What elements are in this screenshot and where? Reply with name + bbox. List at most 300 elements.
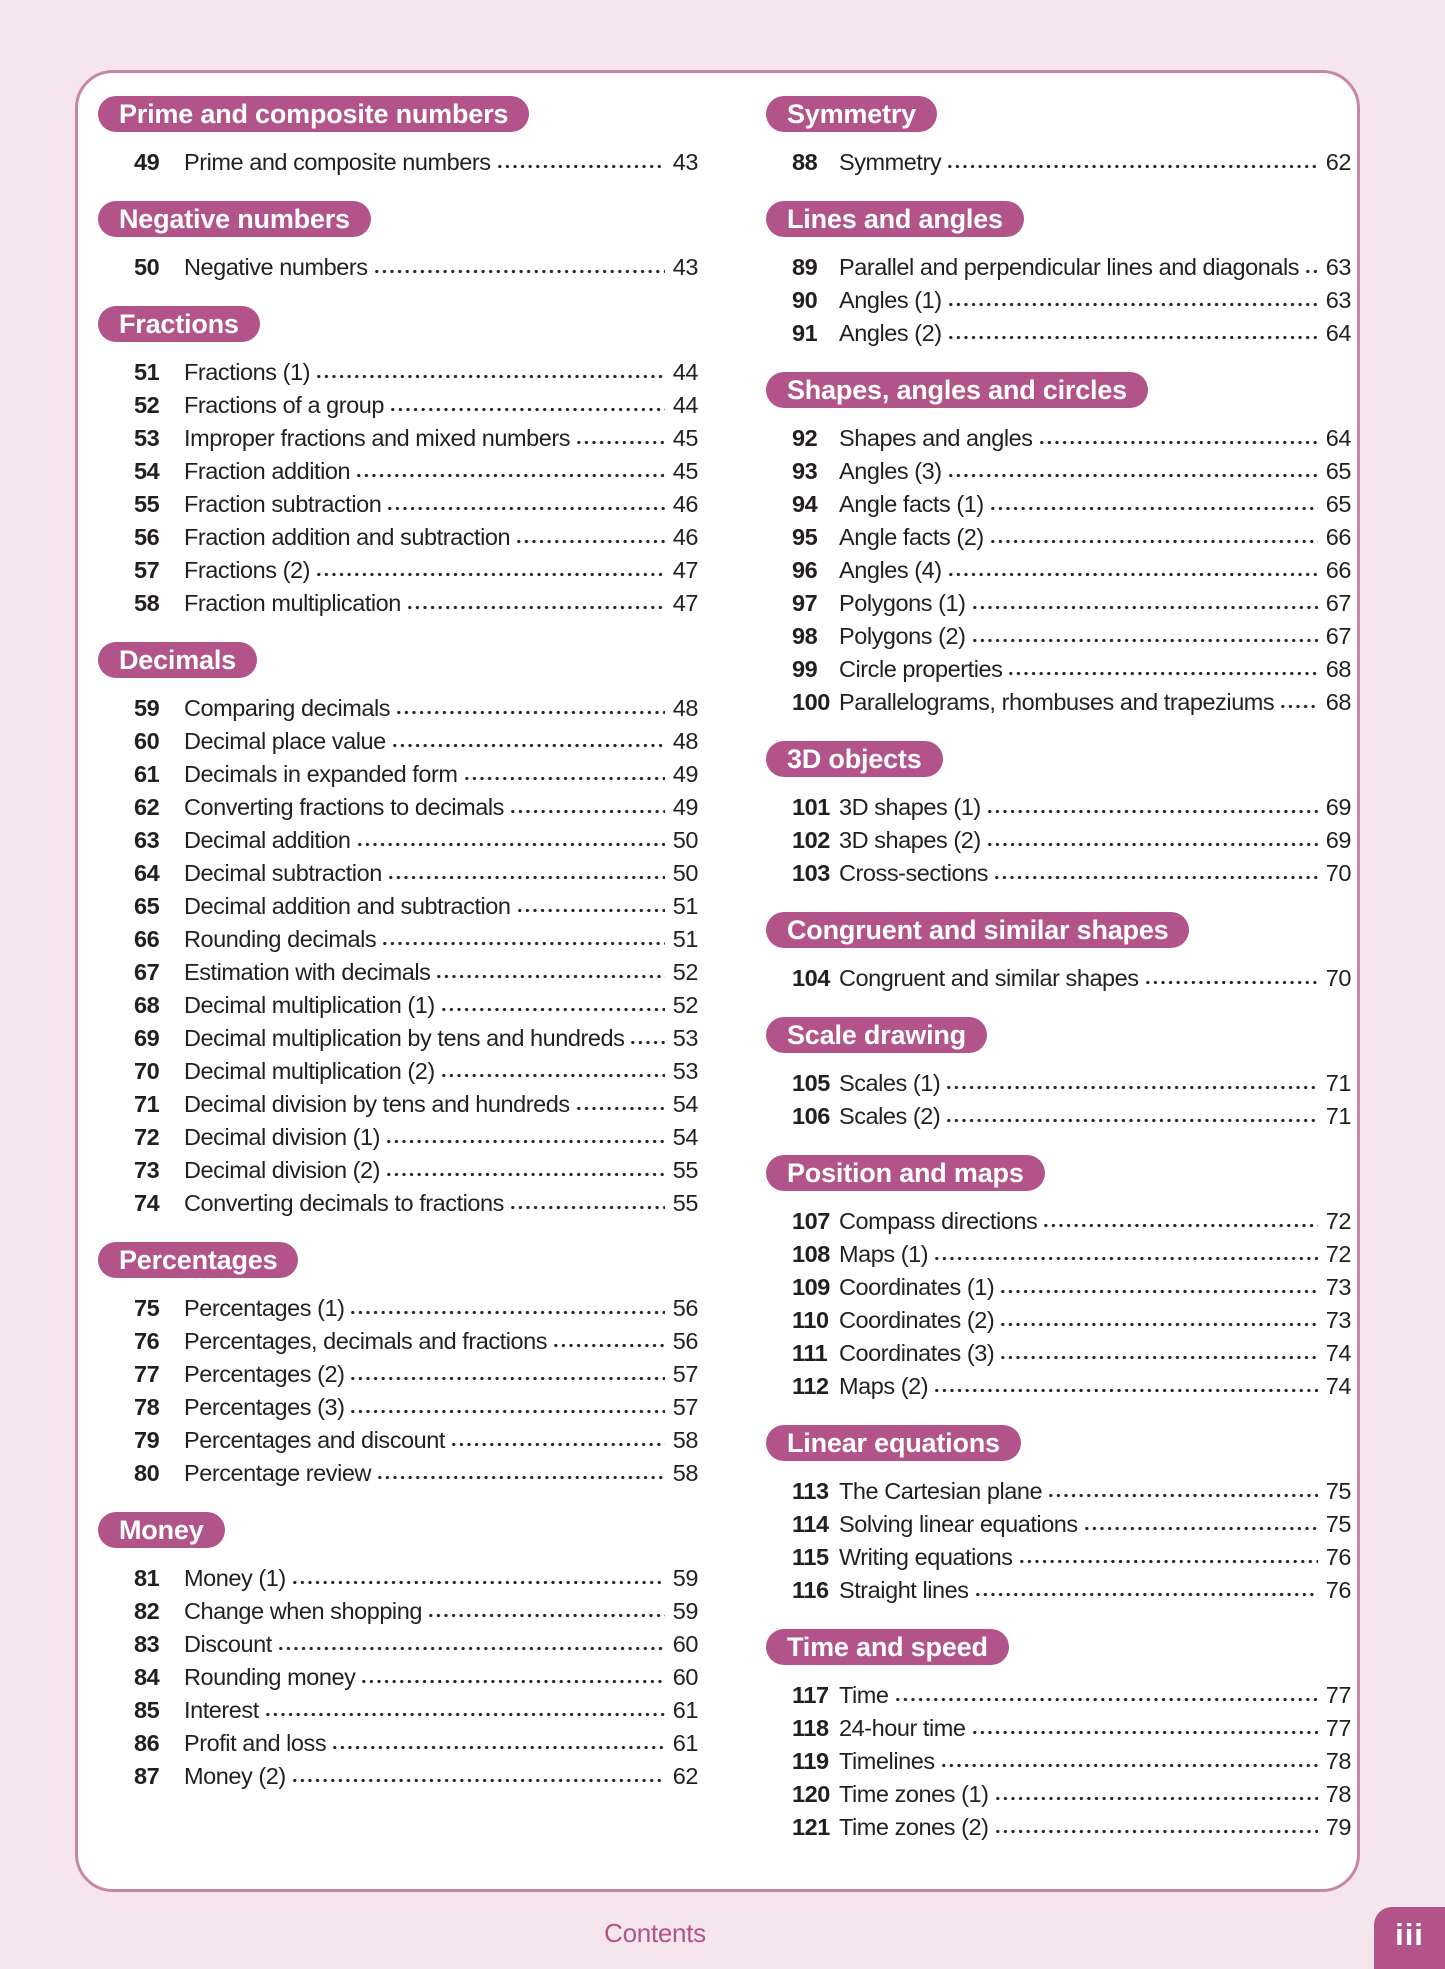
entry-page: 68 [1325, 689, 1351, 715]
entry-number: 110 [792, 1307, 829, 1333]
section-header-pill: Lines and angles [766, 201, 1024, 237]
toc-section [766, 372, 1351, 719]
dot-leader [264, 1711, 665, 1718]
toc-entry [766, 824, 1351, 857]
entry-title: Solving linear equations [839, 1511, 1078, 1537]
entry-title: Percentages, decimals and fractions [184, 1328, 548, 1354]
entry-page: 53 [672, 1058, 698, 1084]
entry-title: Time zones (1) [839, 1781, 989, 1807]
toc-entry [766, 1238, 1351, 1271]
entry-number: 66 [134, 926, 160, 952]
entry-title: Fraction addition [184, 458, 351, 484]
section-header-pill: Scale drawing [766, 1017, 987, 1053]
entry-title: Maps (1) [839, 1241, 929, 1267]
entry-number: 95 [792, 524, 818, 550]
entry-number: 72 [134, 1124, 160, 1150]
dot-leader [1144, 979, 1318, 986]
dot-leader [1007, 670, 1317, 677]
section-header-pill: Percentages [98, 1242, 298, 1278]
dot-leader [349, 1375, 664, 1382]
dot-leader [385, 1171, 665, 1178]
entry-page: 65 [1325, 491, 1351, 517]
entry-page: 43 [672, 149, 698, 175]
entry-page: 47 [672, 557, 698, 583]
entry-title: The Cartesian plane [839, 1478, 1043, 1504]
dot-leader [391, 742, 665, 749]
dot-leader [552, 1342, 665, 1349]
section-header-pill: Time and speed [766, 1629, 1009, 1665]
entry-title: Decimal division (1) [184, 1124, 381, 1150]
entry-title: Rounding decimals [184, 926, 377, 952]
entry-title: Decimal place value [184, 728, 386, 754]
entry-page: 70 [1325, 860, 1351, 886]
entry-title: Polygons (2) [839, 623, 966, 649]
entry-page: 57 [672, 1394, 698, 1420]
entry-title: Percentages (3) [184, 1394, 345, 1420]
entry-number: 101 [792, 794, 830, 820]
entry-number: 73 [134, 1157, 160, 1183]
dot-leader [385, 1138, 665, 1145]
entry-title: Fractions of a group [184, 392, 384, 418]
toc-entry [98, 1760, 698, 1793]
section-header-pill: 3D objects [766, 741, 943, 777]
toc-entry [98, 389, 698, 422]
entry-title: Straight lines [839, 1577, 969, 1603]
entry-number: 107 [792, 1208, 830, 1234]
toc-section [766, 1425, 1351, 1607]
toc-column-right [766, 96, 1351, 1889]
entry-title: Discount [184, 1631, 272, 1657]
toc-entry [766, 1100, 1351, 1133]
entry-page: 63 [1325, 287, 1351, 313]
dot-leader [509, 808, 665, 815]
entry-number: 69 [134, 1025, 160, 1051]
entry-title: Angles (4) [839, 557, 942, 583]
entry-title: Congruent and similar shapes [839, 965, 1139, 991]
dot-leader [356, 841, 665, 848]
entry-page: 72 [1325, 1241, 1351, 1267]
section-header-row [766, 372, 1351, 408]
entry-title: 24-hour time [839, 1715, 966, 1741]
entry-title: 3D shapes (2) [839, 827, 981, 853]
section-header-pill: Position and maps [766, 1155, 1045, 1191]
toc-entry [98, 455, 698, 488]
toc-entry [766, 284, 1351, 317]
dot-leader [986, 841, 1318, 848]
entry-title: Fraction multiplication [184, 590, 401, 616]
toc-entry [98, 1661, 698, 1694]
toc-entry [98, 758, 698, 791]
dot-leader [435, 973, 664, 980]
entry-number: 51 [134, 359, 160, 385]
entry-page: 60 [672, 1664, 698, 1690]
entry-number: 76 [134, 1328, 160, 1354]
dot-leader [971, 637, 1318, 644]
entry-page: 46 [672, 491, 698, 517]
dot-leader [376, 1474, 665, 1481]
entry-title: Decimal multiplication (1) [184, 992, 435, 1018]
entry-page: 69 [1325, 794, 1351, 820]
section-header-row [766, 1155, 1351, 1191]
section-header-row [766, 1017, 1351, 1053]
toc-section [766, 912, 1351, 995]
dot-leader [946, 163, 1318, 170]
section-header-row [766, 96, 1351, 132]
toc-entry [766, 1745, 1351, 1778]
entry-number: 109 [792, 1274, 830, 1300]
toc-entry [98, 1055, 698, 1088]
entry-page: 71 [1325, 1070, 1351, 1096]
toc-entry [766, 554, 1351, 587]
section-header-row [766, 201, 1351, 237]
entry-title: Profit and loss [184, 1730, 327, 1756]
dot-leader [1083, 1525, 1318, 1532]
entry-title: Percentages (2) [184, 1361, 345, 1387]
dot-leader [291, 1579, 665, 1586]
toc-entry [98, 956, 698, 989]
dot-leader [945, 1084, 1317, 1091]
toc-entry [766, 1370, 1351, 1403]
entry-title: Cross-sections [839, 860, 989, 886]
entry-page: 59 [672, 1598, 698, 1624]
dot-leader [389, 406, 665, 413]
section-header-row [98, 642, 698, 678]
entry-number: 112 [792, 1373, 829, 1399]
entry-number: 85 [134, 1697, 160, 1723]
entry-title: Writing equations [839, 1544, 1013, 1570]
entry-page: 76 [1325, 1577, 1351, 1603]
toc-entry [766, 1679, 1351, 1712]
entry-page: 55 [672, 1190, 698, 1216]
dot-leader [989, 505, 1318, 512]
toc-entry [98, 1562, 698, 1595]
toc-entry [766, 422, 1351, 455]
dot-leader [291, 1777, 665, 1784]
toc-section-list [98, 146, 698, 179]
entry-number: 81 [134, 1565, 160, 1591]
entry-title: Fractions (1) [184, 359, 311, 385]
entry-number: 83 [134, 1631, 160, 1657]
section-header-row [98, 1242, 698, 1278]
dot-leader [373, 268, 665, 275]
dot-leader [894, 1696, 1318, 1703]
toc-entry [98, 422, 698, 455]
entry-number: 78 [134, 1394, 160, 1420]
toc-section-list [766, 1067, 1351, 1133]
toc-section [766, 1155, 1351, 1403]
entry-number: 87 [134, 1763, 160, 1789]
entry-number: 103 [792, 860, 830, 886]
entry-number: 60 [134, 728, 160, 754]
entry-title: Negative numbers [184, 254, 368, 280]
section-header-pill: Shapes, angles and circles [766, 372, 1148, 408]
entry-title: Percentages and discount [184, 1427, 445, 1453]
entry-title: Coordinates (2) [839, 1307, 995, 1333]
entry-page: 75 [1325, 1478, 1351, 1504]
section-header-pill: Decimals [98, 642, 257, 678]
dot-leader [1042, 1222, 1317, 1229]
toc-section [98, 306, 698, 620]
dot-leader [315, 571, 665, 578]
entry-page: 53 [672, 1025, 698, 1051]
dot-leader [994, 1795, 1318, 1802]
section-header-row [766, 1425, 1351, 1461]
entry-page: 66 [1325, 524, 1351, 550]
toc-entry [766, 521, 1351, 554]
dot-leader [381, 940, 665, 947]
dot-leader [315, 373, 665, 380]
toc-section [98, 201, 698, 284]
toc-entry [98, 1088, 698, 1121]
toc-section-list [98, 356, 698, 620]
entry-title: Decimal addition and subtraction [184, 893, 511, 919]
entry-number: 93 [792, 458, 818, 484]
toc-entry [98, 356, 698, 389]
entry-page: 68 [1325, 656, 1351, 682]
entry-number: 102 [792, 827, 830, 853]
entry-number: 58 [134, 590, 160, 616]
entry-page: 79 [1325, 1814, 1351, 1840]
entry-page: 45 [672, 425, 698, 451]
toc-entry [98, 1121, 698, 1154]
entry-page: 76 [1325, 1544, 1351, 1570]
entry-number: 98 [792, 623, 818, 649]
entry-title: Circle properties [839, 656, 1003, 682]
toc-entry [98, 1424, 698, 1457]
toc-section-list [98, 1292, 698, 1490]
dot-leader [994, 1828, 1318, 1835]
entry-number: 84 [134, 1664, 160, 1690]
toc-entry [98, 1325, 698, 1358]
entry-number: 106 [792, 1103, 830, 1129]
dot-leader [463, 775, 665, 782]
entry-title: Decimal subtraction [184, 860, 382, 886]
entry-number: 113 [792, 1478, 829, 1504]
toc-entry [98, 488, 698, 521]
toc-entry [98, 554, 698, 587]
toc-entry [98, 521, 698, 554]
entry-page: 67 [1325, 623, 1351, 649]
entry-page: 60 [672, 1631, 698, 1657]
dot-leader [1279, 703, 1318, 710]
dot-leader [440, 1006, 665, 1013]
entry-page: 51 [672, 926, 698, 952]
toc-section-list [98, 692, 698, 1220]
toc-section-list [766, 1679, 1351, 1844]
entry-title: Coordinates (3) [839, 1340, 995, 1366]
dot-leader [1018, 1558, 1318, 1565]
entry-number: 116 [792, 1577, 829, 1603]
entry-page: 78 [1325, 1748, 1351, 1774]
entry-page: 67 [1325, 590, 1351, 616]
entry-number: 82 [134, 1598, 160, 1624]
entry-number: 86 [134, 1730, 160, 1756]
entry-title: Scales (2) [839, 1103, 941, 1129]
entry-number: 71 [134, 1091, 160, 1117]
entry-page: 65 [1325, 458, 1351, 484]
dot-leader [986, 808, 1318, 815]
entry-page: 44 [672, 359, 698, 385]
entry-title: Improper fractions and mixed numbers [184, 425, 571, 451]
entry-page: 43 [672, 254, 698, 280]
toc-section [766, 741, 1351, 890]
dot-leader [387, 874, 665, 881]
entry-number: 75 [134, 1295, 160, 1321]
dot-leader [440, 1072, 665, 1079]
entry-title: Decimal division (2) [184, 1157, 381, 1183]
entry-number: 120 [792, 1781, 830, 1807]
entry-title: Money (1) [184, 1565, 286, 1591]
toc-entry [98, 1727, 698, 1760]
footer-label: Contents [604, 1918, 706, 1948]
entry-number: 65 [134, 893, 160, 919]
dot-leader [1047, 1492, 1318, 1499]
entry-title: Shapes and angles [839, 425, 1033, 451]
dot-leader [945, 1117, 1317, 1124]
dot-leader [940, 1762, 1318, 1769]
toc-section [766, 96, 1351, 179]
entry-title: Angles (3) [839, 458, 942, 484]
entry-number: 63 [134, 827, 160, 853]
entry-number: 50 [134, 254, 160, 280]
toc-entry [98, 1022, 698, 1055]
entry-page: 47 [672, 590, 698, 616]
entry-number: 77 [134, 1361, 160, 1387]
dot-leader [509, 1204, 665, 1211]
entry-title: Parallelograms, rhombuses and trapeziums [839, 689, 1275, 715]
entry-page: 66 [1325, 557, 1351, 583]
section-header-row [98, 201, 698, 237]
dot-leader [629, 1039, 664, 1046]
toc-entry [98, 1292, 698, 1325]
entry-number: 88 [792, 149, 818, 175]
toc-entry [766, 1205, 1351, 1238]
entry-number: 118 [792, 1715, 829, 1741]
dot-leader [450, 1441, 665, 1448]
entry-page: 62 [672, 1763, 698, 1789]
section-header-row [766, 741, 1351, 777]
section-header-row [98, 306, 698, 342]
entry-number: 104 [792, 965, 830, 991]
toc-entry [98, 1187, 698, 1220]
entry-number: 92 [792, 425, 818, 451]
toc-section [98, 1242, 698, 1490]
entry-number: 61 [134, 761, 160, 787]
toc-entry [766, 317, 1351, 350]
toc-entry [766, 1811, 1351, 1844]
entry-number: 117 [792, 1682, 829, 1708]
entry-title: Decimal division by tens and hundreds [184, 1091, 570, 1117]
toc-section [766, 1017, 1351, 1133]
toc-entry [98, 146, 698, 179]
dot-leader [974, 1591, 1318, 1598]
entry-title: Time zones (2) [839, 1814, 989, 1840]
entry-number: 99 [792, 656, 818, 682]
entry-number: 90 [792, 287, 818, 313]
entry-page: 50 [672, 860, 698, 886]
toc-entry [766, 1067, 1351, 1100]
entry-number: 52 [134, 392, 160, 418]
dot-leader [575, 1105, 665, 1112]
entry-page: 54 [672, 1124, 698, 1150]
entry-number: 119 [792, 1748, 829, 1774]
entry-title: Decimals in expanded form [184, 761, 458, 787]
entry-number: 121 [792, 1814, 830, 1840]
entry-title: Compass directions [839, 1208, 1038, 1234]
toc-entry [766, 962, 1351, 995]
entry-page: 49 [672, 794, 698, 820]
entry-page: 69 [1325, 827, 1351, 853]
dot-leader [947, 571, 1318, 578]
dot-leader [427, 1612, 665, 1619]
toc-entry [766, 1508, 1351, 1541]
entry-title: Comparing decimals [184, 695, 391, 721]
entry-title: Percentages (1) [184, 1295, 345, 1321]
section-header-row [98, 96, 698, 132]
dot-leader [999, 1321, 1318, 1328]
entry-number: 97 [792, 590, 818, 616]
toc-section [98, 642, 698, 1220]
dot-leader [993, 874, 1318, 881]
entry-title: Coordinates (1) [839, 1274, 995, 1300]
toc-entry [98, 1391, 698, 1424]
entry-page: 46 [672, 524, 698, 550]
toc-panel [75, 70, 1360, 1892]
toc-entry [766, 791, 1351, 824]
entry-title: Money (2) [184, 1763, 286, 1789]
toc-section [98, 96, 698, 179]
toc-section-list [766, 791, 1351, 890]
toc-entry [98, 923, 698, 956]
toc-entry [98, 1358, 698, 1391]
dot-leader [575, 439, 665, 446]
entry-page: 57 [672, 1361, 698, 1387]
entry-title: Decimal multiplication (2) [184, 1058, 435, 1084]
entry-number: 62 [134, 794, 160, 820]
toc-section-list [766, 422, 1351, 719]
toc-entry [766, 251, 1351, 284]
toc-entry [98, 251, 698, 284]
dot-leader [360, 1678, 664, 1685]
toc-entry [766, 1778, 1351, 1811]
entry-page: 51 [672, 893, 698, 919]
entry-page: 64 [1325, 425, 1351, 451]
entry-number: 105 [792, 1070, 830, 1096]
toc-entry [766, 455, 1351, 488]
section-header-row [766, 1629, 1351, 1665]
entry-number: 56 [134, 524, 160, 550]
toc-entry [98, 1628, 698, 1661]
toc-entry [766, 1337, 1351, 1370]
entry-page: 77 [1325, 1715, 1351, 1741]
entry-page: 73 [1325, 1307, 1351, 1333]
toc-section-list [98, 251, 698, 284]
entry-page: 49 [672, 761, 698, 787]
entry-page: 63 [1325, 254, 1351, 280]
toc-entry [766, 1712, 1351, 1745]
section-header-row [98, 1512, 698, 1548]
entry-page: 61 [672, 1730, 698, 1756]
toc-section-list [766, 962, 1351, 995]
dot-leader [999, 1288, 1318, 1295]
toc-entry [766, 1475, 1351, 1508]
toc-entry [766, 1574, 1351, 1607]
entry-number: 80 [134, 1460, 160, 1486]
toc-entry [766, 653, 1351, 686]
toc-section-list [766, 146, 1351, 179]
toc-column-left [98, 96, 698, 1889]
toc-entry [98, 824, 698, 857]
